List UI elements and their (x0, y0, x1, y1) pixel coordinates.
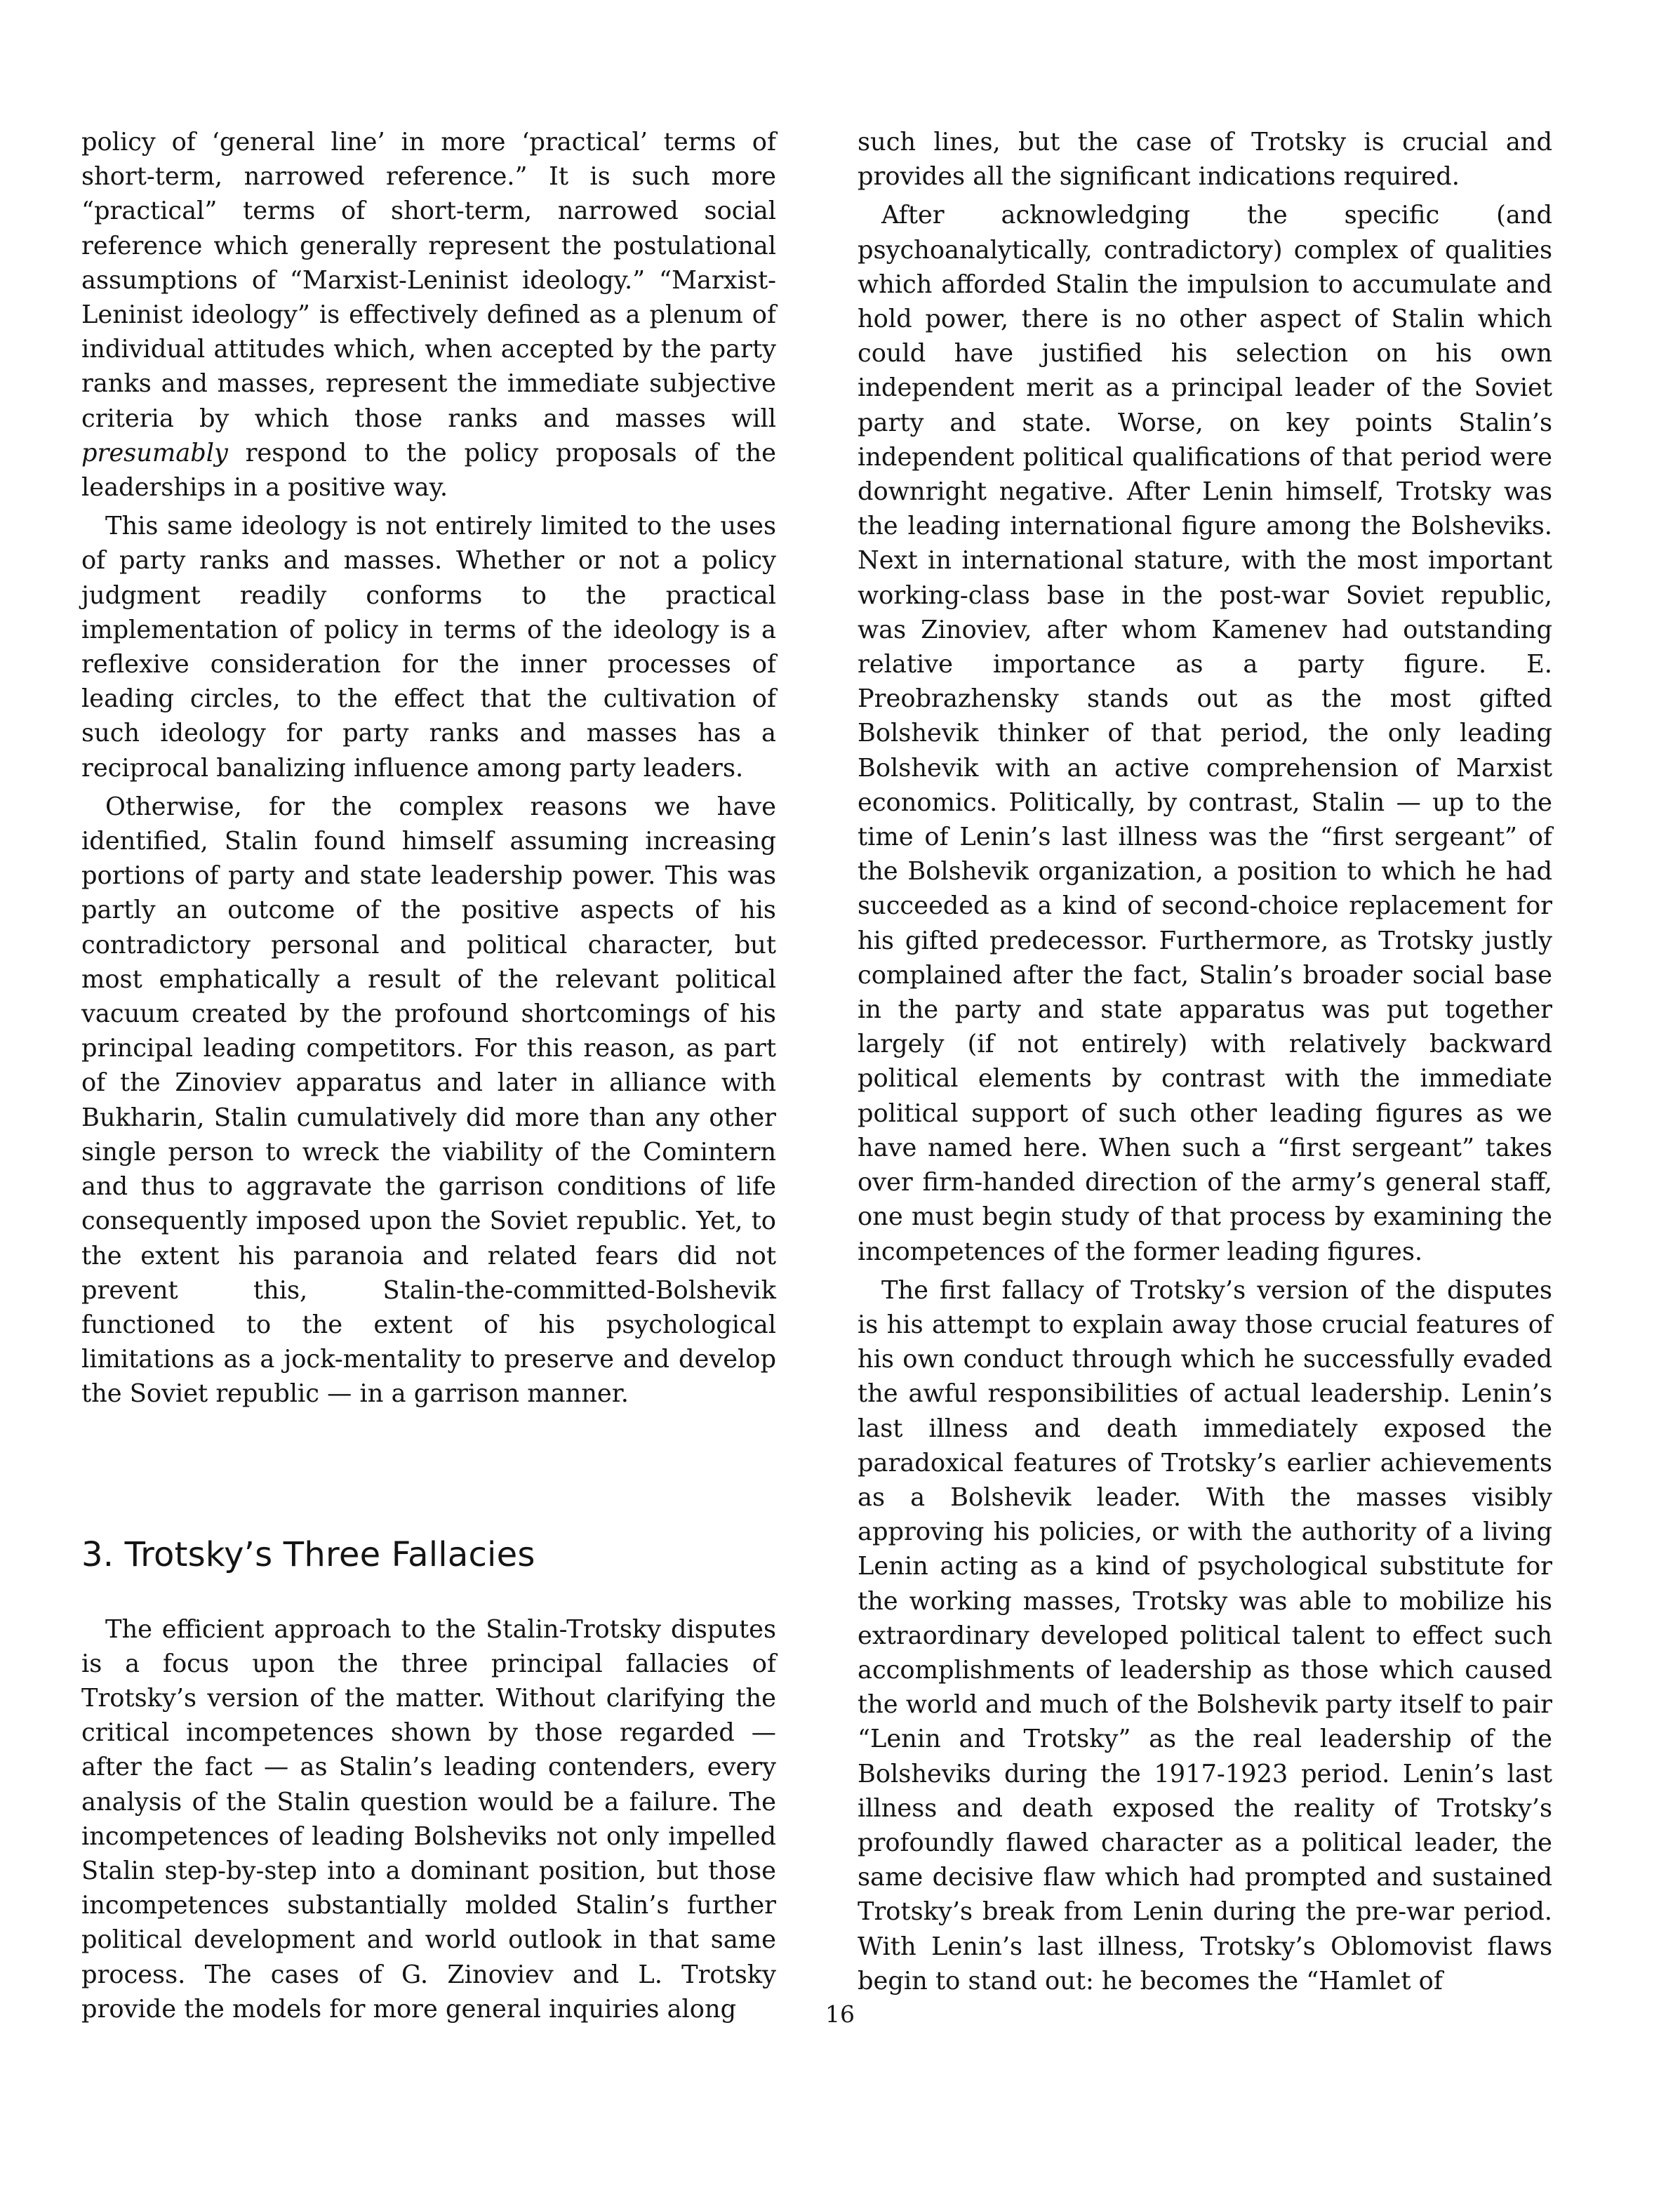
section-heading: 3. Trotsky’s Three Fallacies (81, 1534, 535, 1574)
page-number: 16 (825, 2000, 855, 2028)
paragraph-3: Otherwise, for the complex reasons we have identified, Stalin found himself assuming increasing portions of party and state leadership power. This was partly an outcome of the positive aspects of his contradictory personal and political character, but most emphatically a result of the relevant political vacuum created by the profound shortcomings of his principal leading competitors. For this reason, as part of the Zinoviev apparatus and later in alliance with Bukharin, Stalin cumulatively did more than any other single person to wreck the viability of the Comintern and thus to aggravate the garrison conditions of life consequently imposed upon the Soviet republic. Yet, to the extent his paranoia and related fears did not prevent this, Stalin-the-committed-Bolshevik functioned to the extent of his psychological limitations as a jock-mentality to preserve and develop the Soviet republic — in a garrison manner. (81, 792, 776, 1409)
paragraph-1 (81, 125, 776, 505)
paragraph-2: This same ideology is not entirely limited to the uses of party ranks and masses. Whether or not a policy judgment readily conforms to the practical implementation of policy in terms of the ideology is a reflexive consideration for the inner processes of leading circles, to the effect that the cultivation of such ideology for party ranks and masses has a reciprocal banalizing influence among party leaders. (81, 512, 776, 783)
right-paragraph-2: After acknowledging the specific (and psychoanalytically, contradictory) complex of qualities which afforded Stalin the impulsion to accumulate and hold power, there is no other aspect of Stalin which could have justified his selection on his own independent merit as a principal leader of the Soviet party and state. Worse, on key points Stalin’s independent political qualifications of that period were downright negative. After Lenin himself, Trotsky was the leading international figure among the Bolsheviks. Next in international stature, with the most important working-class base in the post-war Soviet republic, was Zinoviev, after whom Kamenev had outstanding relative importance as a party figure. E. Preobrazhensky stands out as the most gifted Bolshevik thinker of that period, the only leading Bolshevik with an active comprehension of Marxist economics. Politically, by contrast, Stalin — up to the time of Lenin’s last illness was the “first sergeant” of the Bolshevik organization, a position to which he had succeeded as a kind of second-choice replacement for his gifted predecessor. Furthermore, as Trotsky justly complained after the fact, Stalin’s broader social base in the party and state apparatus was put together largely (if not entirely) with relatively backward political elements by contrast with the immediate political support of such other leading figures as we have named here. When such a “first sergeant” takes over firm-handed direction of the army’s general staff, one must begin study of that process by examining the incompetences of the former leading figures. (858, 201, 1552, 1266)
section-paragraph-1: The efficient approach to the Stalin-Trotsky disputes is a focus upon the three principal fallacies of Trotsky’s version of the matter. Without clarifying the critical incompetences shown by those regarded — after the fact — as Stalin’s leading contenders, every analysis of the Stalin question would be a failure. The incompetences of leading Bolsheviks not only impelled Stalin step-by-step into a dominant position, but those incompetences substantially molded Stalin’s further political development and world outlook in that same process. The cases of G. Zinoviev and L. Trotsky provide the models for more general inquiries along (81, 1614, 776, 2024)
right-column (858, 125, 1552, 2003)
paragraph-1-tail: respond to the policy proposals of the leaderships in a positive way. (81, 438, 776, 503)
left-column (81, 125, 776, 2031)
paragraph-1-text: policy of ‘general line’ in more ‘practical’ terms of short-term, narrowed reference.” It is such more “practical” terms of short-term, narrowed social reference which generally represent the postulational assumptions of “Marxist-Leninist ideology.” “Marxist-Leninist ideology” is effectively defined as a plenum of individual attitudes which, when accepted by the party ranks and masses, represent the immediate subjective criteria by which those ranks and masses will (81, 128, 776, 433)
right-paragraph-1: such lines, but the case of Trotsky is crucial and provides all the significant indications required. (858, 128, 1552, 192)
right-paragraph-3: The first fallacy of Trotsky’s version of the disputes is his attempt to explain away those crucial features of his own conduct through which he successfully evaded the awful responsibilities of actual leadership. Lenin’s last illness and death immediately exposed the paradoxical features of Trotsky’s earlier achievements as a Bolshevik leader. With the masses visibly approving his policies, or with the authority of a living Lenin acting as a kind of psychological substitute for the working masses, Trotsky was able to mobilize his extraordinary developed political talent to effect such accomplishments of leadership as those which caused the world and much of the Bolshevik party itself to pair “Lenin and Trotsky” as the real leadership of the Bolsheviks during the 1917-1923 period. Lenin’s last illness and death exposed the reality of Trotsky’s profoundly flawed character as a political leader, the same decisive flaw which had prompted and sustained Trotsky’s break from Lenin during the pre-war period. With Lenin’s last illness, Trotsky’s Oblomovist flaws begin to stand out: he becomes the “Hamlet of (858, 1275, 1552, 1996)
paragraph-1-emphasis: presumably (81, 438, 228, 467)
